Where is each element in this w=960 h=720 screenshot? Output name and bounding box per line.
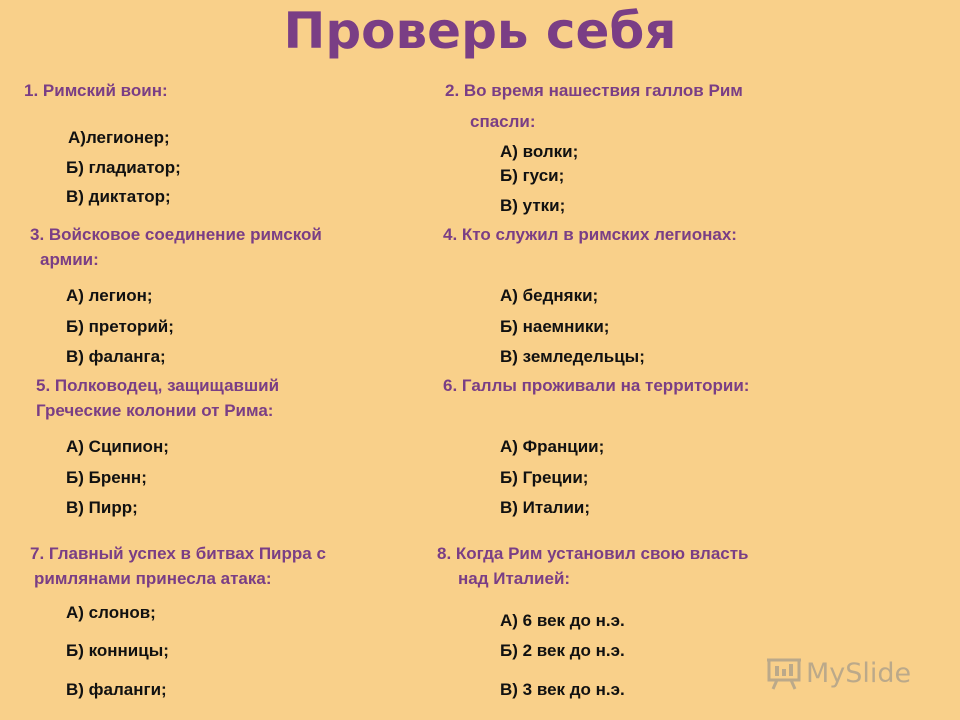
q7-answer-c: В) фаланги; [66, 680, 167, 699]
question-2-line-1: 2. Во время нашествия галлов Рим [445, 81, 743, 100]
q3-answer-b: Б) преторий; [66, 317, 174, 336]
presentation-board-icon [766, 656, 802, 690]
q1-answer-c: В) диктатор; [66, 187, 171, 206]
question-1: 1. Римский воин: [24, 81, 168, 100]
question-5-line-1: 5. Полководец, защищавший [36, 376, 280, 395]
q7-answer-b: Б) конницы; [66, 641, 169, 660]
question-7-line-2: римлянами принесла атака: [34, 569, 272, 588]
q3-answer-c: В) фаланга; [66, 347, 166, 366]
q5-answer-a: А) Сципион; [66, 437, 169, 456]
q1-answer-a: А)легионер; [68, 128, 170, 147]
question-2-line-2: спасли: [470, 112, 536, 131]
q2-answer-a: А) волки; [500, 142, 579, 161]
q7-answer-a: А) слонов; [66, 603, 156, 622]
question-5-line-2: Греческие колонии от Рима: [36, 401, 274, 420]
q2-answer-b: Б) гуси; [500, 166, 565, 185]
question-3-line-2: армии: [40, 250, 99, 269]
q6-answer-a: А) Франции; [500, 437, 605, 456]
watermark-logo [766, 656, 911, 690]
watermark-text: MySlide [806, 657, 912, 689]
question-7-line-1: 7. Главный успех в битвах Пирра с [30, 544, 326, 563]
q8-answer-c: В) 3 век до н.э. [500, 680, 625, 699]
q4-answer-a: А) бедняки; [500, 286, 599, 305]
question-6: 6. Галлы проживали на территории: [443, 376, 750, 395]
question-4: 4. Кто служил в римских легионах: [443, 225, 737, 244]
question-8-line-2: над Италией: [458, 569, 571, 588]
q8-answer-b: Б) 2 век до н.э. [500, 641, 625, 660]
q6-answer-b: Б) Греции; [500, 468, 589, 487]
question-8-line-1: 8. Когда Рим установил свою власть [437, 544, 749, 563]
q4-answer-b: Б) наемники; [500, 317, 610, 336]
question-3-line-1: 3. Войсковое соединение римской [30, 225, 322, 244]
q3-answer-a: А) легион; [66, 286, 153, 305]
q2-answer-c: В) утки; [500, 196, 566, 215]
q4-answer-c: В) земледельцы; [500, 347, 645, 366]
page-title: Проверь себя [283, 2, 677, 60]
q5-answer-c: В) Пирр; [66, 498, 138, 517]
q1-answer-b: Б) гладиатор; [66, 158, 181, 177]
q6-answer-c: В) Италии; [500, 498, 591, 517]
q8-answer-a: А) 6 век до н.э. [500, 611, 625, 630]
q5-answer-b: Б) Бренн; [66, 468, 147, 487]
